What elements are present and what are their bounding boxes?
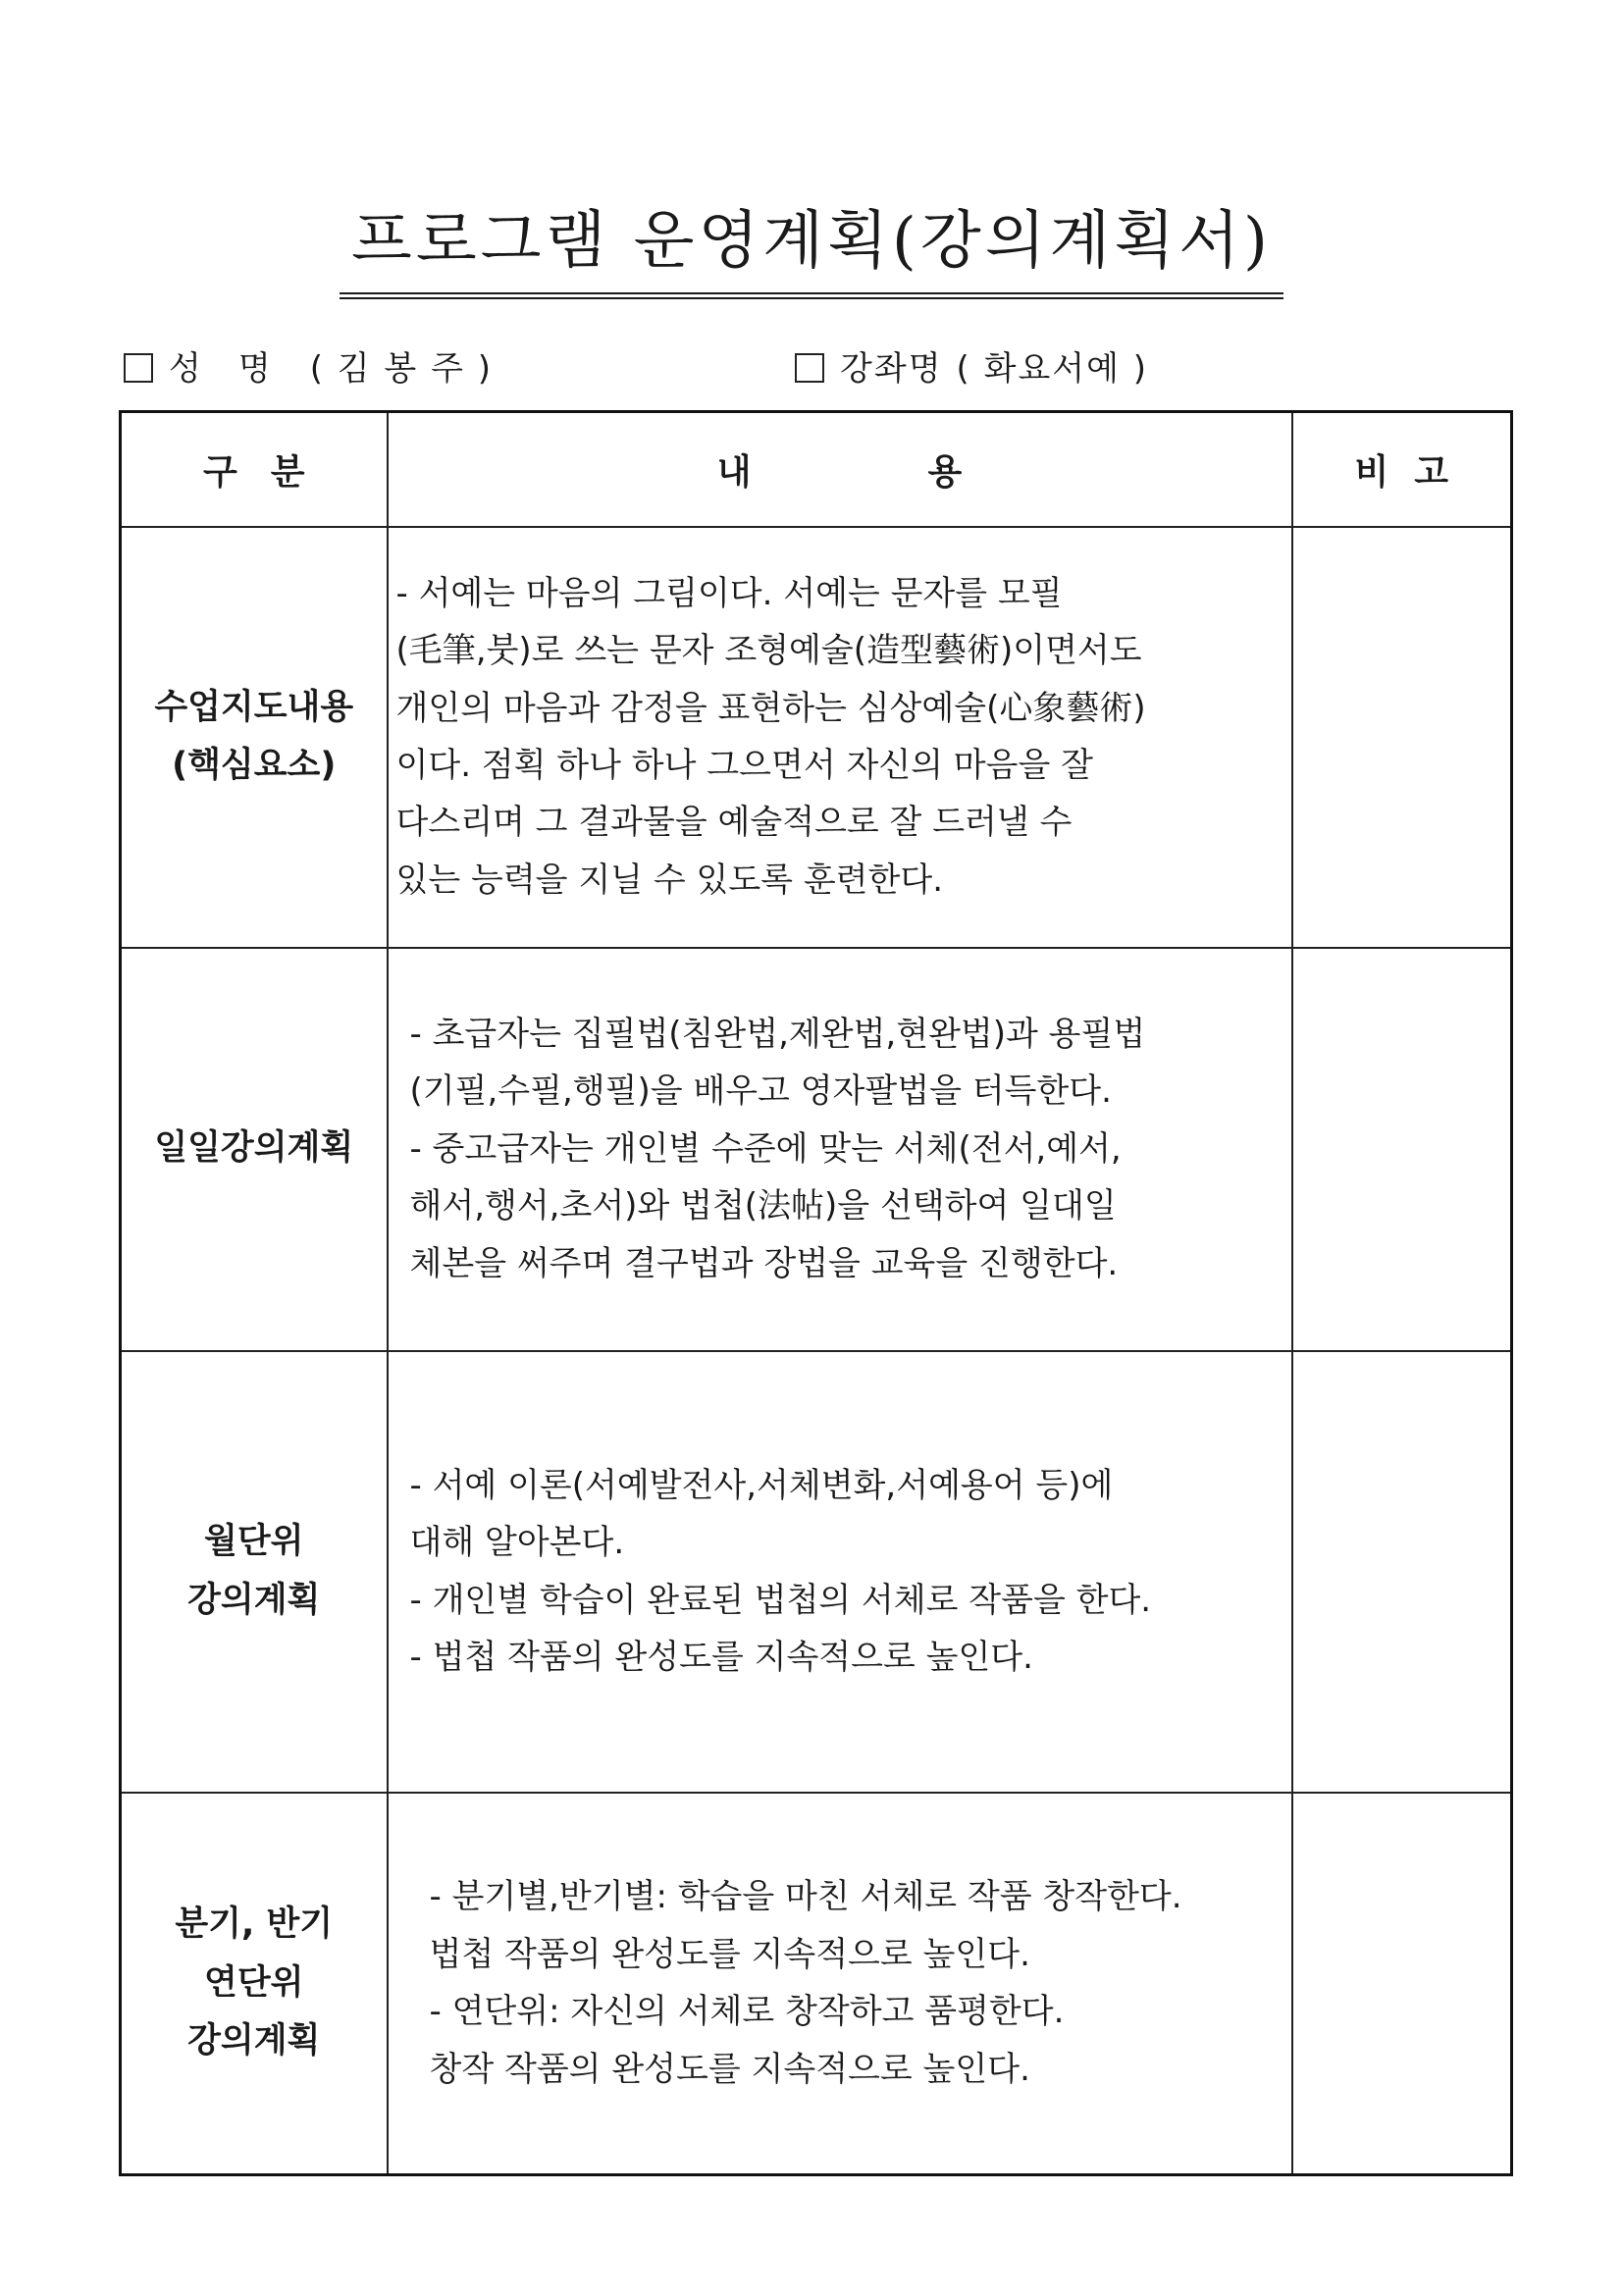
row-content [388, 948, 1292, 1351]
list-item: - 개인별 학습이 완료된 법첩의 서체로 작품을 한다. [409, 1580, 1152, 1620]
table-row [121, 948, 1512, 1351]
name-label: 성 명 [169, 349, 273, 389]
row-content [388, 1793, 1292, 2175]
checkbox-icon [124, 353, 153, 383]
table-header-row [121, 412, 1512, 527]
name-value: ( 김 봉 주 ) [309, 349, 493, 389]
list-item: - 초급자는 집필법(침완법,제완법,현완법)과 용필법 (기필,수필,행필)을 배우고 영자팔법을 터득한다. [409, 1014, 1146, 1112]
header-content: 내용 [388, 412, 1292, 527]
title-container [0, 206, 1623, 299]
table-row [121, 527, 1512, 948]
table-row [121, 1351, 1512, 1793]
table-row [121, 1793, 1512, 2175]
list-item: - 분기별,반기별: 학습을 마친 서체로 작품 창작한다. 법첩 작품의 완성도를 지속적으로 높인다. [429, 1877, 1182, 1974]
plan-table [119, 410, 1513, 2176]
row-category: 수업지도내용 (핵심요소) [121, 527, 388, 948]
list-item: - 중고급자는 개인별 수준에 맞는 서체(전서,예서, 해서,행서,초서)와 법첩(法帖)을 선택하여 일대일 체본을 써주며 결구법과 장법을 교육을 진행한다. [409, 1128, 1122, 1283]
course-field [795, 341, 1148, 390]
course-value: ( 화요서예 ) [956, 349, 1149, 389]
header-category: 구분 [121, 412, 388, 527]
list-item: - 연단위: 자신의 서체로 창작하고 품평한다. 창작 작품의 완성도를 지속적으로 높인다. [429, 1992, 1065, 2089]
row-note [1292, 1793, 1512, 2175]
row-content [388, 527, 1292, 948]
row-note [1292, 1351, 1512, 1793]
row-category: 월단위 강의계획 [121, 1351, 388, 1793]
row-note [1292, 948, 1512, 1351]
row-category: 분기, 반기 연단위 강의계획 [121, 1793, 388, 2175]
list-item: - 서예 이론(서예발전사,서체변화,서예용어 등)에 대해 알아본다. [409, 1465, 1114, 1563]
list-item: - 서예는 마음의 그림이다. 서예는 문자를 모필 (毛筆,붓)로 쓰는 문자 조형예술(造型藝術)이면서도 개인의 마음과 감정을 표현하는 심상예술(心象藝術) 이다. 점획 하나 하나 그으면서 자신의 마음을 잘 다스리며 그 결과물을 예술적으로 잘 드러낼 수 있는 능력을 지닐 수 있도록 훈련한다. [395, 573, 1146, 900]
row-content [388, 1351, 1292, 1793]
name-field [124, 341, 493, 390]
list-item: - 법첩 작품의 완성도를 지속적으로 높인다. [409, 1637, 1033, 1677]
checkbox-icon [795, 353, 824, 383]
course-label: 강좌명 [840, 349, 943, 389]
row-note [1292, 527, 1512, 948]
page-title: 프로그램 운영계획(강의계획서) [340, 206, 1283, 299]
header-note: 비고 [1292, 412, 1512, 527]
row-category: 일일강의계획 [121, 948, 388, 1351]
